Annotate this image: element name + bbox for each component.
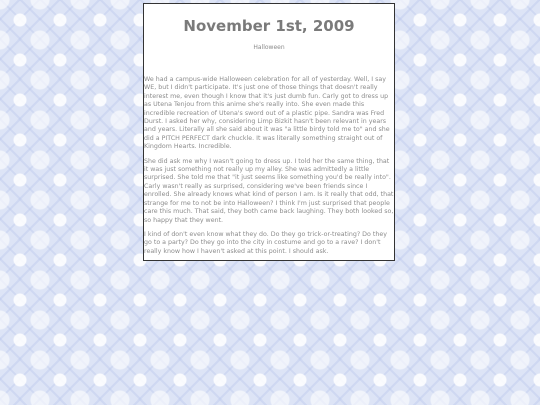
post-paragraph: I kind of don't even know what they do. Do they go trick-or-treating? Do they go to a party? Do they go into the city in costume and go to a rave? I don't really know how I haven't asked at this point. I should ask. [144, 230, 387, 255]
post-tag[interactable]: Halloween [253, 44, 285, 51]
post-paragraph: She did ask me why I wasn't going to dress up. I told her the same thing, that it was just something not really up my alley. She was admittedly a little surprised. She told me that "it just seems like something you'd be really into". Carly wasn't really as surprised, considering we've been friends since I enrolled. She already knows what kind of person I am. Is it really that odd, that strange for me to not be into Halloween? I think I'm just surprised that people care this much. That said, they both came back laughing. They both looked so, so happy that they went. [144, 157, 394, 224]
post-title: November 1st, 2009 [183, 17, 355, 35]
post-body [144, 76, 394, 256]
post-paragraph: We had a campus-wide Halloween celebration for all of yesterday. Well, I say WE, but I didn't participate. It's just one of those things that doesn't really interest me, even though I know that it's just dumb fun. Carly got to dress up as Utena Tenjou from this anime she's really into. She even made this incredible recreation of Utena's sword out of a plastic pipe. Sandra was Fred Durst. I asked her why, considering Limp Bizkit hasn't been relevant in years and years. Literally all she said about it was "a little birdy told me to" and she did a PITCH PERFECT dark chuckle. It was literally something straight out of Kingdom Hearts. Incredible. [144, 76, 390, 151]
blog-post-card [143, 3, 395, 261]
